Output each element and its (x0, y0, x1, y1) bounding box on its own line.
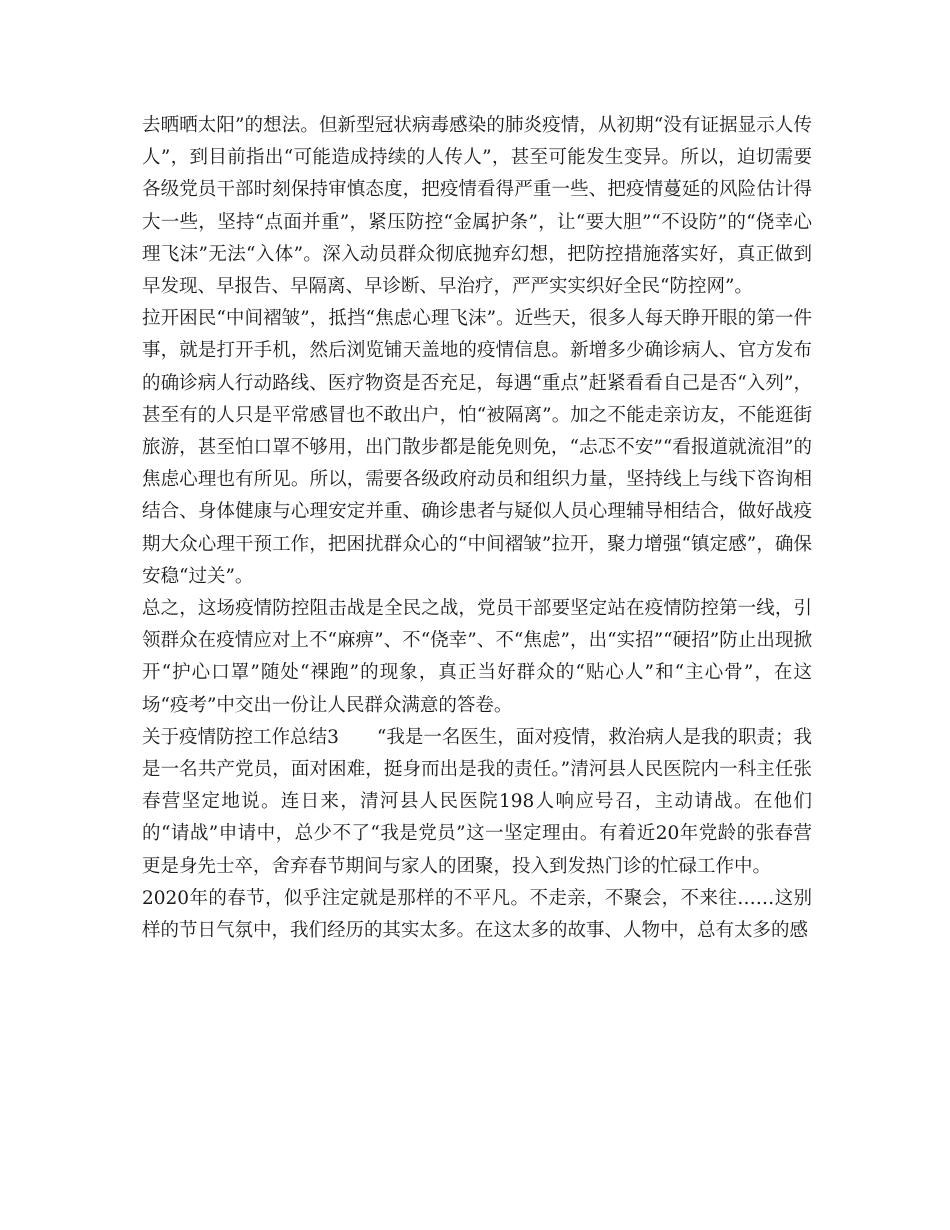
paragraph-final: 2020年的春节，似乎注定就是那样的不平凡。不走亲，不聚会，不来往……这别样的节日气氛中，我们经历的其实太多。在这太多的故事、人物中，总有太多的感 (142, 887, 812, 942)
section-heading: 关于疫情防控工作总结3 (142, 726, 339, 748)
paragraph-3: 总之，这场疫情防控阻击战是全民之战，党员干部要坚定站在疫情防控第一线，引领群众在疫情应对上不“麻痹”、不“侥幸”、不“焦虑”，出“实招”“硬招”防止出现掀开“护心口罩”随处“裸跑”的现象，真正当好群众的“贴心人”和“主心骨”，在这场“疫考”中交出一份让人民群众满意的答卷。 (142, 598, 812, 716)
section-text: “我是一名医生，面对疫情，救治病人是我的职责；我是一名共产党员，面对困难，挺身而出是我的责任。”清河县人民医院内一科主任张春营坚定地说。连日来，清河县人民医院198人响应号召，主动请战。在他们的“请战”申请中，总少不了“我是党员”这一坚定理由。有着近20年党龄的张春营更是身先士卒，舍弃春节期间与家人的团聚，投入到发热门诊的忙碌工作中。 (142, 726, 812, 877)
section-paragraph (142, 722, 812, 883)
paragraph-2: 拉开困民“中间褶皱”，抵挡“焦虑心理飞沫”。近些天，很多人每天睁开眼的第一件事，就是打开手机，然后浏览铺天盖地的疫情信息。新增多少确诊病人、官方发布的确诊病人行动路线、医疗物资是否充足，每遇“重点”赶紧看看自己是否“入列”，甚至有的人只是平常感冒也不敢出户，怕“被隔离”。加之不能走亲访友，不能逛街旅游，甚至怕口罩不够用，出门散步都是能免则免，“忐忑不安”“看报道就流泪”的焦虑心理也有所见。所以，需要各级政府动员和组织力量，坚持线上与线下咨询相结合、身体健康与心理安定并重、确诊患者与疑似人员心理辅导相结合，做好战疫期大众心理干预工作，把困扰群众心的“中间褶皱”拉开，聚力增强“镇定感”，确保安稳“过关”。 (142, 308, 812, 587)
paragraph-1: 去晒晒太阳”的想法。但新型冠状病毒感染的肺炎疫情，从初期“没有证据显示人传人”，到目前指出“可能造成持续的人传人”，甚至可能发生变异。所以，迫切需要各级党员干部时刻保持审慎态度，把疫情看得严重一些、把疫情蔓延的风险估计得大一些，坚持“点面并重”，紧压防控“金属护条”，让“要大胆”“不设防”的“侥幸心理飞沫”无法“入体”。深入动员群众彻底抛弃幻想，把防控措施落实好，真正做到早发现、早报告、早隔离、早诊断、早治疗，严严实实织好全民“防控网”。 (142, 115, 812, 298)
document-body (142, 110, 812, 947)
